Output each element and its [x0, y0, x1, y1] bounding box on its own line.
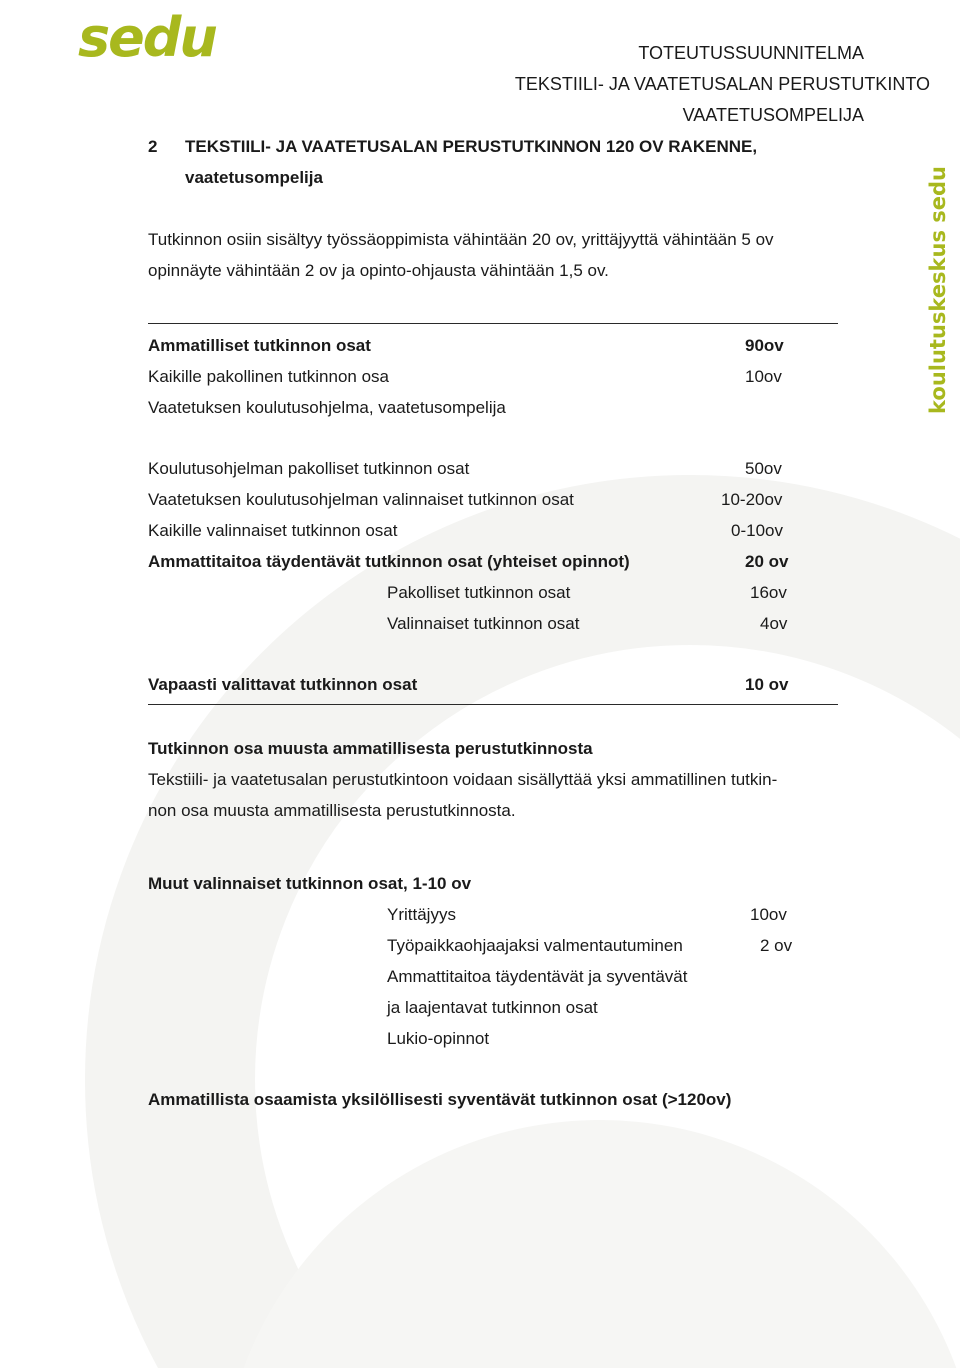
intro-line-1: Tutkinnon osiin sisältyy työssäoppimista vähintään 20 ov, yrittäjyyttä vähintään 5 ov	[148, 230, 774, 249]
row-label: Ammattitaitoa täydentävät tutkinnon osat (yhteiset opinnot)	[148, 552, 630, 571]
row-label: Kaikille pakollinen tutkinnon osa	[148, 367, 389, 386]
list-item-value: 2 ov	[760, 936, 793, 955]
row-label: Ammatilliset tutkinnon osat	[148, 336, 371, 355]
list-item-value: 10ov	[750, 905, 787, 924]
sidebar-brand-logo: koulutuskeskus sedu	[926, 165, 950, 414]
other-degree-heading: Tutkinnon osa muusta ammatillisesta perustutkinnosta	[148, 739, 593, 758]
list-item-label: Lukio-opinnot	[387, 1029, 490, 1048]
row-value: 10 ov	[745, 675, 789, 694]
row-value: 0-10ov	[731, 521, 783, 540]
sedu-logo-text: sedu	[78, 6, 216, 69]
list-item-label: Yrittäjyys	[387, 905, 456, 924]
section-number: 2	[148, 137, 158, 156]
row-label: Pakolliset tutkinnon osat	[387, 583, 571, 602]
other-degree-line-2: non osa muusta ammatillisesta perustutkinnosta.	[148, 801, 516, 820]
header-profession: VAATETUSOMPELIJA	[682, 105, 864, 125]
row-value: 10ov	[745, 367, 782, 386]
individual-heading: Ammatillista osaamista yksilöllisesti syventävät tutkinnon osat (>120ov)	[148, 1090, 732, 1109]
header-doc-type: TOTEUTUSSUUNNITELMA	[638, 43, 864, 63]
table-bottom-rule	[148, 704, 838, 705]
row-label: Kaikille valinnaiset tutkinnon osat	[148, 521, 398, 540]
section-title: TEKSTIILI- JA VAATETUSALAN PERUSTUTKINNON 120 OV RAKENNE,	[185, 137, 758, 156]
sedu-logo	[78, 6, 216, 69]
row-label: Vaatetuksen koulutusohjelman valinnaiset tutkinnon osat	[148, 490, 574, 509]
row-value: 4ov	[760, 614, 788, 633]
row-value: 10-20ov	[721, 490, 783, 509]
other-optional-heading: Muut valinnaiset tutkinnon osat, 1-10 ov	[148, 874, 472, 893]
other-degree-line-1: Tekstiili- ja vaatetusalan perustutkintoon voidaan sisällyttää yksi ammatillinen tutkin-	[148, 770, 778, 789]
row-label: Koulutusohjelman pakolliset tutkinnon osat	[148, 459, 470, 478]
row-value: 20 ov	[745, 552, 789, 571]
row-label: Vaatetuksen koulutusohjelma, vaatetusompelija	[148, 398, 506, 417]
section-subtitle: vaatetusompelija	[185, 168, 323, 187]
row-label: Vapaasti valittavat tutkinnon osat	[148, 675, 418, 694]
header-degree: TEKSTIILI- JA VAATETUSALAN PERUSTUTKINTO	[514, 74, 930, 94]
intro-line-2: opinnäyte vähintään 2 ov ja opinto-ohjausta vähintään 1,5 ov.	[148, 261, 609, 280]
list-item-label-cont: ja laajentavat tutkinnon osat	[387, 998, 598, 1017]
row-value: 50ov	[745, 459, 782, 478]
table-top-rule	[148, 323, 838, 324]
row-value: 16ov	[750, 583, 787, 602]
row-value: 90ov	[745, 336, 784, 355]
list-item-label: Työpaikkaohjaajaksi valmentautuminen	[387, 936, 683, 955]
row-label: Valinnaiset tutkinnon osat	[387, 614, 580, 633]
list-item-label: Ammattitaitoa täydentävät ja syventävät	[387, 967, 688, 986]
